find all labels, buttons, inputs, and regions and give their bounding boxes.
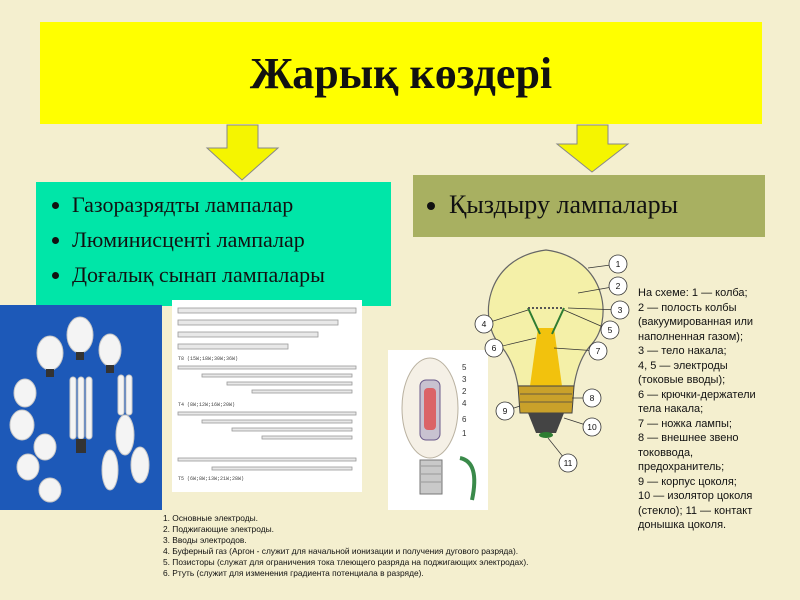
cfl-bulbs-photo — [0, 305, 162, 510]
legend-line: 4, 5 — электроды — [638, 359, 728, 372]
legend-line: наполненная газом); — [638, 330, 743, 343]
hid-number: 2 — [462, 387, 467, 396]
bulb-number: 4 — [481, 319, 487, 329]
bulb-number: 3 — [617, 305, 623, 315]
hid-number: 5 — [462, 363, 467, 372]
bulb-number: 1 — [615, 259, 621, 269]
bulb-number: 8 — [589, 393, 595, 403]
incandescent-lamps-box — [413, 175, 765, 237]
bulb-number: 5 — [607, 325, 613, 335]
legend-line: донышка цоколя. — [638, 519, 727, 531]
fluorescent-tubes-photo — [172, 300, 362, 492]
page-title: Жарық көздері — [249, 48, 553, 98]
legend-line: предохранитель; — [638, 461, 725, 473]
bulb-number: 10 — [587, 422, 597, 432]
legend-line: (токовые вводы); — [638, 374, 726, 386]
footnote-line: 6. Ртуть (служит для изменения градиента потенциала в разряде). — [163, 568, 424, 578]
legend-line: тела накала; — [638, 403, 704, 415]
list-item: • Люминисценті лампалар — [72, 222, 391, 257]
bulb-legend — [638, 286, 798, 533]
legend-line: токоввода, — [638, 446, 694, 459]
legend-line: 6 — крючки-держатели — [638, 388, 756, 401]
bulb-number: 2 — [615, 281, 621, 291]
list-item: • Газоразрядты лампалар — [72, 187, 391, 222]
footnote-line: 1. Основные электроды. — [163, 513, 258, 523]
hid-footnotes — [163, 513, 633, 579]
tube-label-t8: T8 (15W;18W;30W;36W) — [178, 356, 239, 362]
bulb-number: 7 — [595, 346, 601, 356]
hid-number: 3 — [462, 375, 467, 384]
bulb-number: 11 — [563, 458, 573, 468]
title-banner — [40, 22, 762, 124]
bulb-number: 9 — [502, 406, 508, 416]
list-item: • Доғалық сынап лампалары — [72, 257, 391, 292]
legend-line: 10 — изолятор цоколя — [638, 490, 753, 502]
footnote-line: 4. Буферный газ (Аргон - служит для начальной ионизации и получения дугового разряда). — [163, 546, 519, 556]
footnote-line: 2. Поджигающие электроды. — [163, 524, 274, 534]
incandescent-bulb-diagram — [468, 238, 638, 473]
list-item: • Қыздыру лампалары — [449, 181, 765, 229]
legend-line: 3 — тело накала; — [638, 345, 727, 357]
hid-number: 1 — [462, 429, 467, 438]
legend-line: 9 — корпус цоколя; — [638, 475, 737, 488]
legend-line: (вакуумированная или — [638, 316, 754, 328]
arrow-down-left-icon — [205, 124, 280, 182]
hid-number: 6 — [462, 415, 467, 424]
legend-line: На схеме: 1 — колба; — [638, 287, 748, 299]
tube-label-t5: T5 (6W;8W;13W;21W;28W) — [178, 476, 245, 482]
footnote-line: 3. Вводы электродов. — [163, 535, 247, 545]
bulb-number: 6 — [491, 343, 497, 353]
legend-line: (стекло); 11 — контакт — [638, 504, 753, 517]
gas-discharge-lamps-box — [36, 182, 391, 306]
legend-line: 2 — полость колбы — [638, 301, 737, 314]
hid-number: 4 — [462, 399, 467, 408]
arrow-down-right-icon — [555, 124, 630, 174]
tube-label-t4: T4 (8W;12W;16W;20W) — [178, 402, 236, 408]
footnote-line: 5. Позисторы (служат для ограничения тока тлеющего разряда на поджигающих электродах). — [163, 557, 529, 567]
legend-line: 8 — внешнее звено — [638, 432, 739, 444]
legend-line: 7 — ножка лампы; — [638, 417, 732, 430]
